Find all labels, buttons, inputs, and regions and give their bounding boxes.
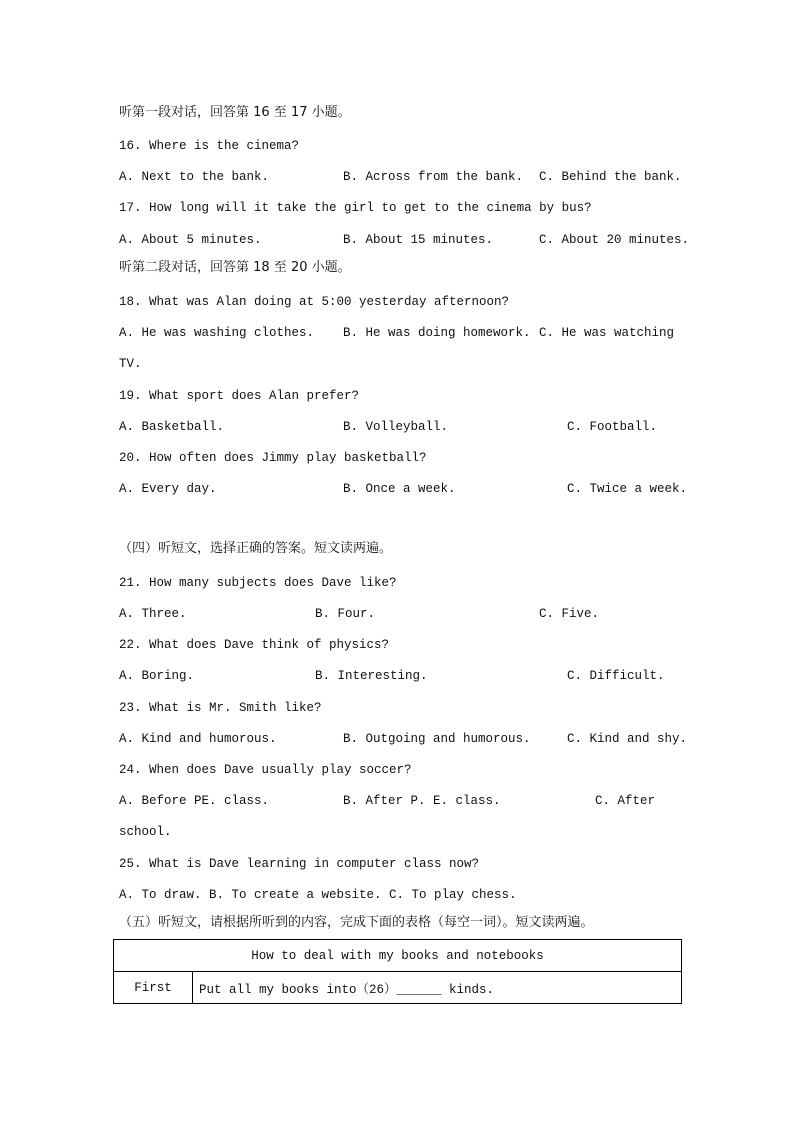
table-row-label: First: [114, 972, 193, 1004]
options-25: A. To draw. B. To create a website. C. To play chess.: [119, 888, 517, 902]
option-24-c-continued: school.: [119, 825, 172, 839]
question-16: 16. Where is the cinema?: [119, 139, 300, 153]
option-18-b: B. He was doing homework.: [343, 326, 531, 340]
option-16-c: C. Behind the bank.: [539, 170, 682, 184]
question-20: 20. How often does Jimmy play basketball?: [119, 451, 427, 465]
option-16-a: A. Next to the bank.: [119, 170, 270, 184]
option-21-b: B. Four.: [315, 607, 376, 621]
option-24-a: A. Before PE. class.: [119, 794, 270, 808]
option-22-c: C. Difficult.: [567, 669, 665, 683]
option-18-c: C. He was watching: [539, 326, 675, 340]
option-20-b: B. Once a week.: [343, 482, 456, 496]
option-20-c: C. Twice a week.: [567, 482, 688, 496]
section-heading-5: （五）听短文，请根据所听到的内容，完成下面的表格（每空一词）。短文读两遍。: [119, 915, 594, 930]
section-heading-dialogue-1: 听第一段对话，回答第 16 至 17 小题。: [119, 105, 351, 120]
option-17-a: A. About 5 minutes.: [119, 233, 262, 247]
question-25: 25. What is Dave learning in computer class now?: [119, 857, 480, 871]
table-row-text: Put all my books into（26）______ kinds.: [193, 972, 682, 1004]
table-header-row: [114, 940, 682, 972]
question-24: 24. When does Dave usually play soccer?: [119, 763, 412, 777]
table-row: [114, 972, 682, 1004]
question-17: 17. How long will it take the girl to get to the cinema by bus?: [119, 201, 592, 215]
option-22-a: A. Boring.: [119, 669, 195, 683]
section-heading-4: （四）听短文，选择正确的答案。短文读两遍。: [119, 541, 393, 556]
question-19: 19. What sport does Alan prefer?: [119, 389, 360, 403]
option-17-c: C. About 20 minutes.: [539, 233, 690, 247]
option-23-b: B. Outgoing and humorous.: [343, 732, 531, 746]
option-23-c: C. Kind and shy.: [567, 732, 688, 746]
question-21: 21. How many subjects does Dave like?: [119, 576, 397, 590]
question-23: 23. What is Mr. Smith like?: [119, 701, 322, 715]
option-21-c: C. Five.: [539, 607, 600, 621]
option-24-c: C. After: [595, 794, 656, 808]
option-24-b: B. After P. E. class.: [343, 794, 501, 808]
option-17-b: B. About 15 minutes.: [343, 233, 494, 247]
option-19-b: B. Volleyball.: [343, 420, 449, 434]
option-21-a: A. Three.: [119, 607, 187, 621]
section-heading-dialogue-2: 听第二段对话，回答第 18 至 20 小题。: [119, 260, 351, 275]
question-22: 22. What does Dave think of physics?: [119, 638, 390, 652]
option-19-c: C. Football.: [567, 420, 658, 434]
option-19-a: A. Basketball.: [119, 420, 225, 434]
notes-table: [113, 939, 682, 1004]
option-18-a: A. He was washing clothes.: [119, 326, 315, 340]
option-18-c-continued: TV.: [119, 357, 142, 371]
question-18: 18. What was Alan doing at 5:00 yesterday afternoon?: [119, 295, 510, 309]
option-20-a: A. Every day.: [119, 482, 217, 496]
option-22-b: B. Interesting.: [315, 669, 428, 683]
option-16-b: B. Across from the bank.: [343, 170, 524, 184]
table-title: How to deal with my books and notebooks: [114, 940, 682, 972]
option-23-a: A. Kind and humorous.: [119, 732, 277, 746]
